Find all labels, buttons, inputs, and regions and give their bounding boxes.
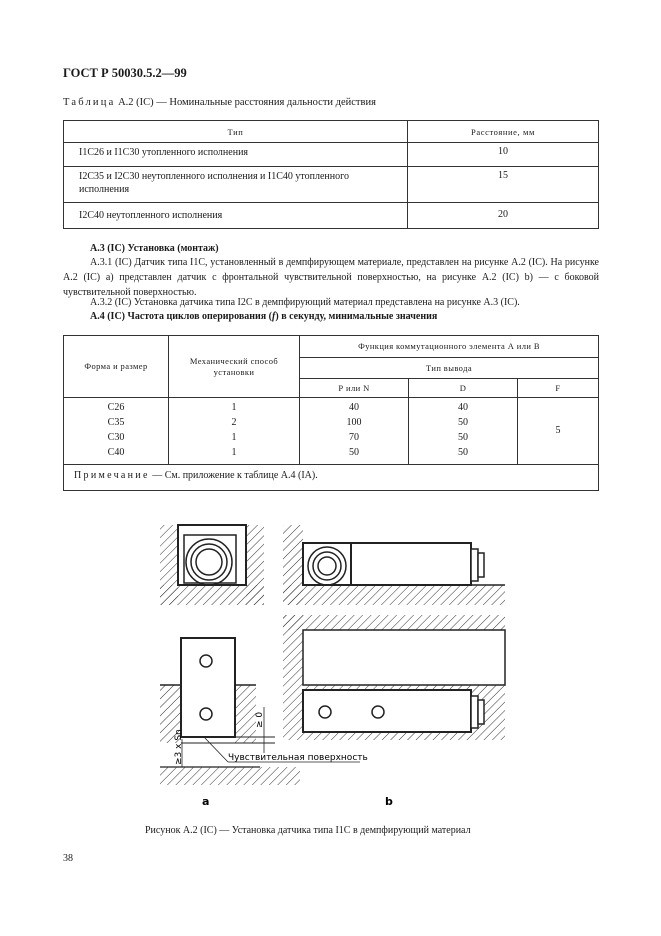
section-a3-paragraph-2: А.3.2 (IC) Установка датчика типа I2C в демпфирующий материал представлена на рисунке А.3 (IC). (90, 297, 520, 308)
col-type-header: Тип (64, 121, 408, 143)
form-value: С26 (107, 402, 125, 413)
d-value: 50 (458, 417, 468, 428)
figure-caption: Рисунок А.2 (IC) — Установка датчика типа I1C в демпфирующий материал (145, 825, 471, 836)
pn-value: 70 (349, 432, 359, 443)
figure-label-a: a (202, 795, 210, 808)
table1-caption (63, 97, 376, 108)
table-data-row (64, 398, 599, 465)
section-a4-heading (90, 309, 600, 324)
page-number: 38 (63, 853, 73, 864)
mech-cell (169, 398, 300, 465)
note-prefix: Примечание (74, 470, 150, 481)
figure-b-side-view (283, 615, 505, 808)
table1-caption-prefix: Таблица (63, 97, 116, 108)
sensing-surface-label: Чувствительная поверхность (228, 753, 368, 763)
heading-f-symbol: f (272, 311, 276, 322)
row-name: I1С26 и I1С30 утопленного исполнения (64, 143, 408, 167)
mech-value: 1 (231, 432, 237, 443)
dimension-label: ≥ 0 (255, 711, 265, 728)
mech-value: 1 (231, 447, 237, 458)
distance-table (63, 120, 599, 229)
pn-cell (300, 398, 409, 465)
pn-value: 100 (346, 417, 362, 428)
table-note (64, 465, 599, 491)
d-value: 50 (458, 432, 468, 443)
f-cell: 5 (518, 398, 599, 465)
col-mech-header: Механический способ установки (169, 336, 300, 398)
d-value: 50 (458, 447, 468, 458)
note-text: — См. приложение к таблице А.4 (IA). (152, 470, 318, 481)
row-value: 10 (408, 143, 599, 167)
row-name: I2С35 и I2С30 неутопленного исполнения и I1С40 утопленного исполнения (64, 167, 408, 203)
document-header: ГОСТ Р 50030.5.2—99 (63, 66, 187, 80)
mech-value: 1 (231, 402, 237, 413)
figure-label-b: b (385, 795, 393, 808)
row-value: 15 (408, 167, 599, 203)
form-value: С35 (107, 417, 125, 428)
heading-part: А.4 (IC) Частота циклов оперирования ( (90, 311, 273, 322)
figure-b-top-view (283, 525, 505, 605)
d-cell (409, 398, 518, 465)
col-d-header: D (409, 379, 518, 398)
installation-figure (140, 515, 520, 815)
col-pn-header: Р или N (300, 379, 409, 398)
table-row (64, 203, 599, 229)
table-row (64, 167, 599, 203)
heading-part: ) в секунду, минимальные значения (275, 311, 438, 322)
figure-a-top-view (160, 525, 264, 605)
col-func-header: Функция коммутационного элемента А или В (300, 336, 599, 358)
dimension-label: ≥3 x Sn (174, 729, 184, 765)
form-value: С40 (107, 447, 125, 458)
section-a3-heading: А.3 (IC) Установка (монтаж) (90, 243, 219, 254)
col-distance-header: Расстояние, мм (408, 121, 599, 143)
col-output-header: Тип вывода (300, 358, 599, 379)
form-value: С30 (107, 432, 125, 443)
section-a3-paragraph-1: А.3.1 (IC) Датчик типа I1C, установленный в демпфирующем материале, представлен на рисунке А.2 (IC). На рисунке А.2 (IC) а) представлен датчик с фронтальной чувствительной поверхностью, на рисунке А.2 (IC) b) — с боковой чувствительной поверхностью. (63, 257, 599, 298)
row-value: 20 (408, 203, 599, 229)
row-name: I2С40 неутопленного исполнения (64, 203, 408, 229)
col-form-header: Форма и размер (64, 336, 169, 398)
table-row (64, 143, 599, 167)
forms-cell (64, 398, 169, 465)
table1-caption-text: А.2 (IC) — Номинальные расстояния дальности действия (118, 97, 376, 108)
frequency-table (63, 335, 599, 491)
d-value: 40 (458, 402, 468, 413)
pn-value: 40 (349, 402, 359, 413)
col-f-header: F (518, 379, 599, 398)
pn-value: 50 (349, 447, 359, 458)
mech-value: 2 (231, 417, 237, 428)
